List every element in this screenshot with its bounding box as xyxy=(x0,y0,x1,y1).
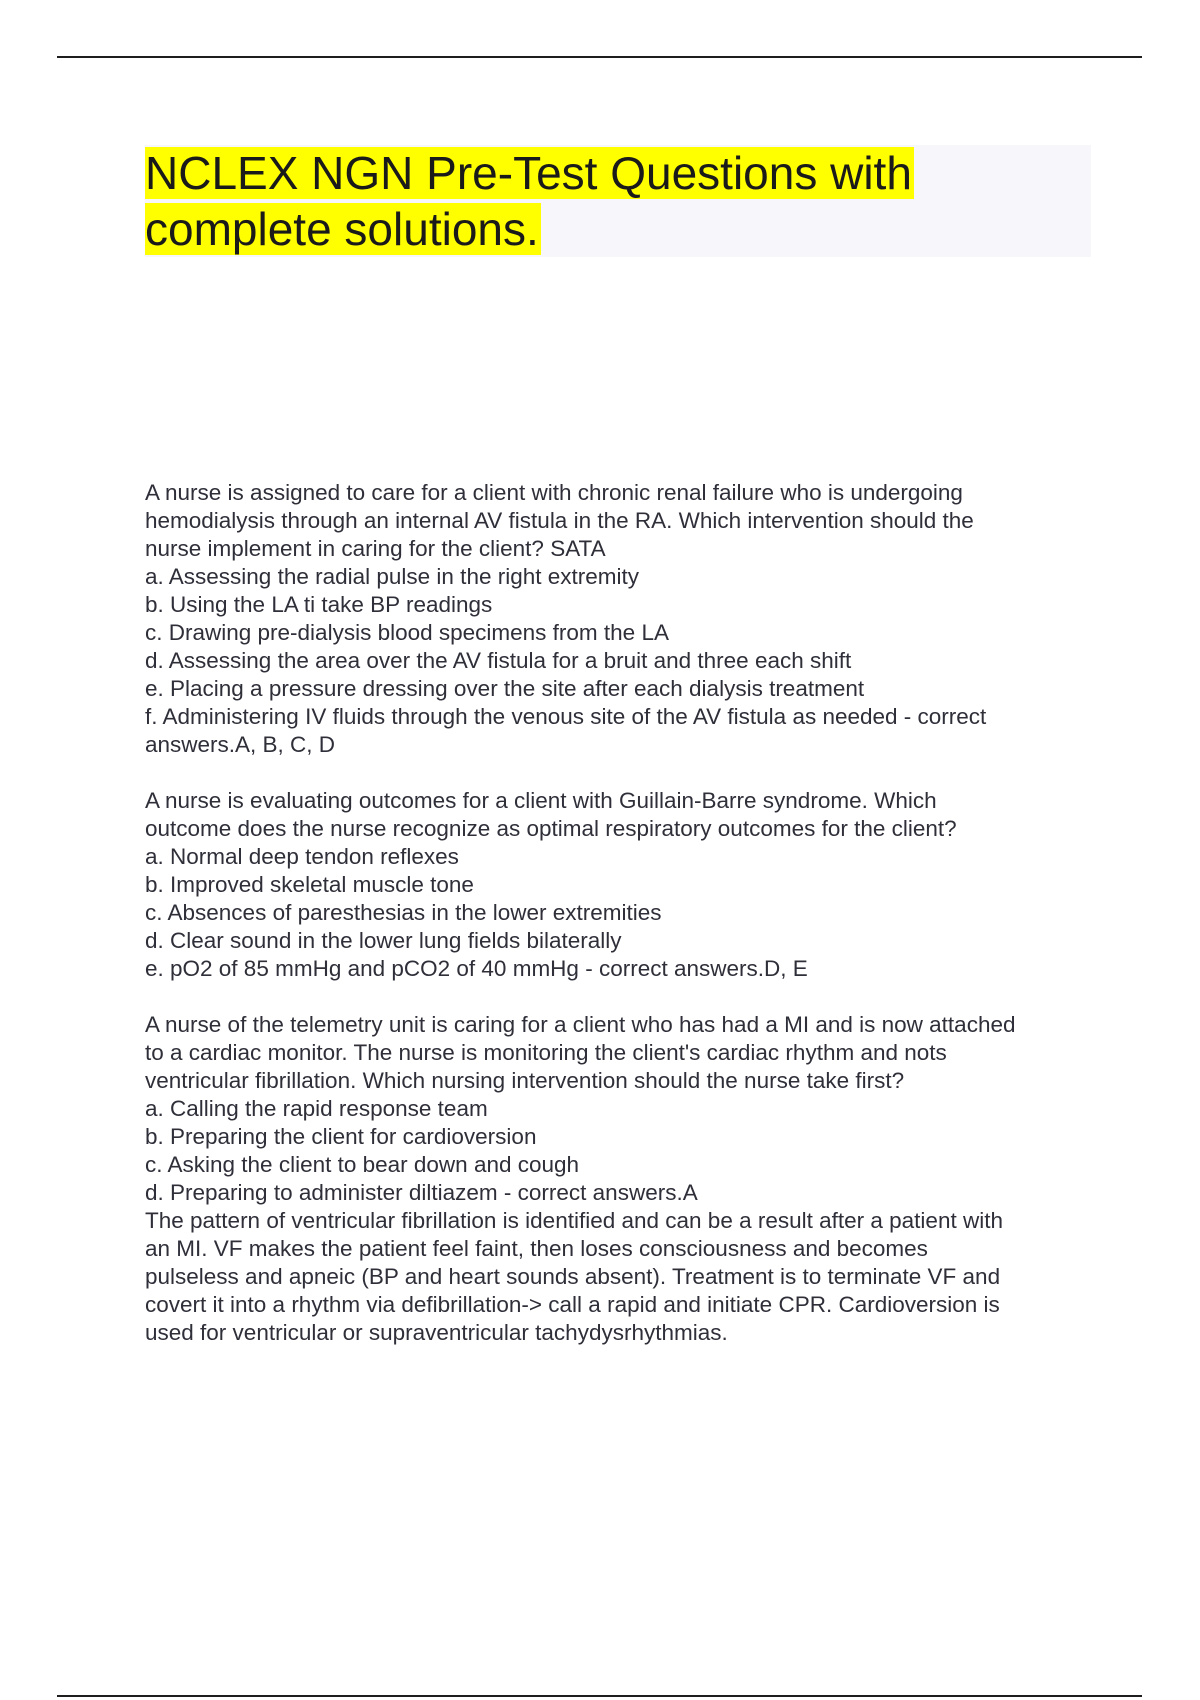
explanation-line: used for ventricular or supraventricular tachydysrhythmias. xyxy=(145,1320,728,1345)
explanation-line: an MI. VF makes the patient feel faint, then loses consciousness and becomes xyxy=(145,1236,928,1261)
title-highlight: NCLEX NGN Pre-Test Questions with complete solutions. xyxy=(145,147,912,255)
stem-line: hemodialysis through an internal AV fistula in the RA. Which intervention should the xyxy=(145,508,974,533)
answer-option: f. Administering IV fluids through the venous site of the AV fistula as needed - correct xyxy=(145,704,987,729)
question-stem xyxy=(145,479,1105,563)
question-stem xyxy=(145,787,1105,843)
answer-option: e. pO2 of 85 mmHg and pCO2 of 40 mmHg - correct answers.D, E xyxy=(145,956,808,981)
question-stem xyxy=(145,1011,1105,1095)
explanation-line: The pattern of ventricular fibrillation is identified and can be a result after a patient with xyxy=(145,1208,1003,1233)
explanation-line: covert it into a rhythm via defibrillation-> call a rapid and initiate CPR. Cardioversion is xyxy=(145,1292,1000,1317)
document-title xyxy=(145,145,1091,257)
question-1 xyxy=(145,479,1105,759)
stem-line: nurse implement in caring for the client? SATA xyxy=(145,536,606,561)
question-3 xyxy=(145,1011,1105,1347)
answer-option: d. Preparing to administer diltiazem - correct answers.A xyxy=(145,1180,698,1205)
stem-line: A nurse is assigned to care for a client with chronic renal failure who is undergoing xyxy=(145,480,963,505)
answer-option: c. Absences of paresthesias in the lower extremities xyxy=(145,900,662,925)
stem-line: outcome does the nurse recognize as optimal respiratory outcomes for the client? xyxy=(145,816,957,841)
stem-line: A nurse is evaluating outcomes for a client with Guillain-Barre syndrome. Which xyxy=(145,788,937,813)
answer-option: b. Improved skeletal muscle tone xyxy=(145,872,474,897)
answer-option: b. Preparing the client for cardioversion xyxy=(145,1124,537,1149)
answer-explanation xyxy=(145,1207,1105,1347)
answer-option: d. Clear sound in the lower lung fields bilaterally xyxy=(145,928,622,953)
stem-line: A nurse of the telemetry unit is caring for a client who has had a MI and is now attached xyxy=(145,1012,1016,1037)
stem-line: to a cardiac monitor. The nurse is monitoring the client's cardiac rhythm and nots xyxy=(145,1040,947,1065)
answer-option: d. Assessing the area over the AV fistula for a bruit and three each shift xyxy=(145,648,852,673)
question-2 xyxy=(145,787,1105,983)
explanation-line: pulseless and apneic (BP and heart sounds absent). Treatment is to terminate VF and xyxy=(145,1264,1001,1289)
answer-option: b. Using the LA ti take BP readings xyxy=(145,592,493,617)
answer-key: answers.A, B, C, D xyxy=(145,732,336,757)
top-rule xyxy=(57,56,1142,58)
answer-option: c. Asking the client to bear down and cough xyxy=(145,1152,580,1177)
answer-option: e. Placing a pressure dressing over the site after each dialysis treatment xyxy=(145,676,865,701)
answer-option: a. Calling the rapid response team xyxy=(145,1096,488,1121)
title-block xyxy=(145,145,1091,257)
stem-line: ventricular fibrillation. Which nursing intervention should the nurse take first? xyxy=(145,1068,905,1093)
answer-option: c. Drawing pre-dialysis blood specimens from the LA xyxy=(145,620,669,645)
answer-option: a. Assessing the radial pulse in the right extremity xyxy=(145,564,640,589)
bottom-rule xyxy=(57,1695,1142,1697)
questions-container xyxy=(145,479,1105,1375)
answer-option: a. Normal deep tendon reflexes xyxy=(145,844,459,869)
